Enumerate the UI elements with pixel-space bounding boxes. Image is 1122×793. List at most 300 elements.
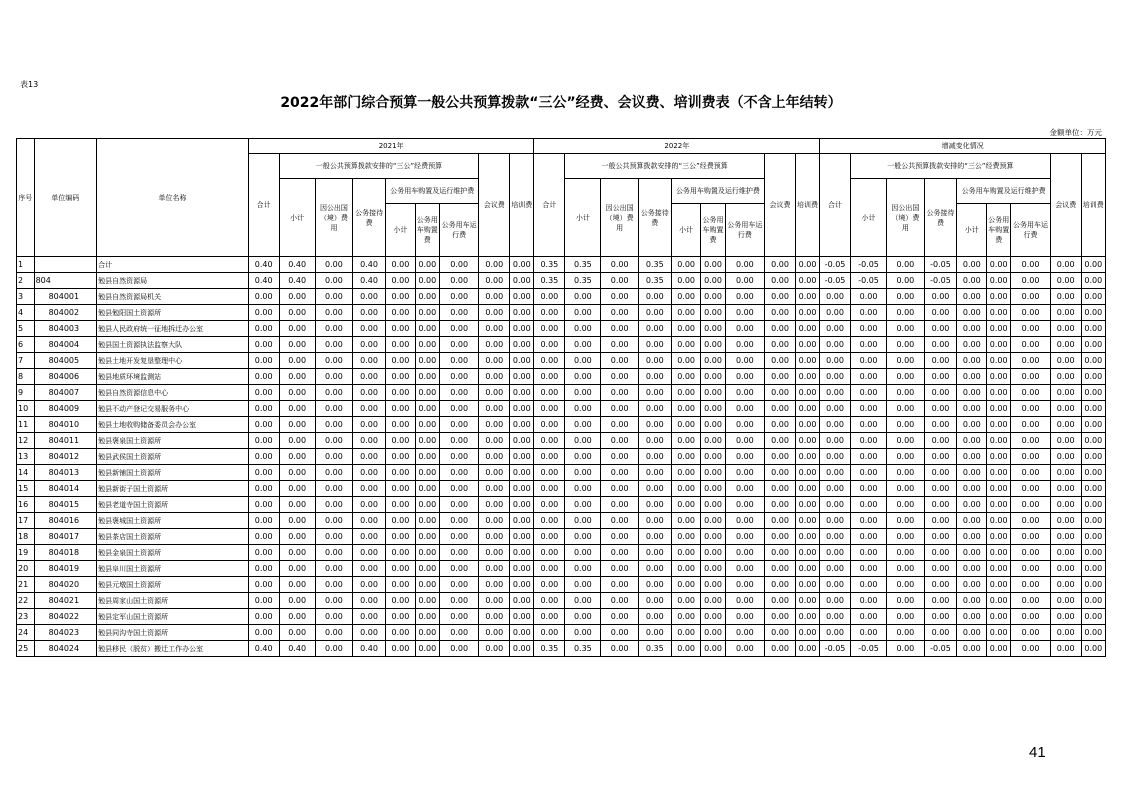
row-value-cell: 0.00 xyxy=(315,305,352,321)
row-value-cell: 0.00 xyxy=(701,529,725,545)
row-value-cell: 0.00 xyxy=(638,305,671,321)
row-value-cell: 0.00 xyxy=(1081,433,1105,449)
row-value-cell: 0.00 xyxy=(1050,417,1081,433)
row-value-cell: 0.00 xyxy=(601,353,638,369)
row-value-cell: 0.00 xyxy=(850,561,886,577)
table-row xyxy=(17,257,1106,273)
subtotal-header: 小计 xyxy=(279,179,315,257)
table-row xyxy=(17,497,1106,513)
row-value-cell: 0.00 xyxy=(248,289,279,305)
row-value-cell: 0.00 xyxy=(765,593,796,609)
row-value-cell: 0.00 xyxy=(534,385,565,401)
row-value-cell: 0.00 xyxy=(415,625,439,641)
row-value-cell: 0.00 xyxy=(1011,481,1051,497)
row-seq: 21 xyxy=(17,577,35,593)
row-value-cell: 0.00 xyxy=(534,561,565,577)
row-unit-code: 804007 xyxy=(34,385,97,401)
row-value-cell: 0.00 xyxy=(279,369,315,385)
row-unit-name: 勉县移民（脱贫）搬迁工作办公室 xyxy=(97,641,249,657)
row-value-cell: 0.00 xyxy=(315,465,352,481)
vehicle-header: 公务用车购置及运行维护费 xyxy=(671,179,764,204)
row-value-cell: 0.00 xyxy=(671,417,701,433)
row-value-cell: 0.00 xyxy=(479,417,510,433)
row-value-cell: 0.00 xyxy=(1050,449,1081,465)
row-value-cell: 0.00 xyxy=(510,481,534,497)
row-value-cell: 0.00 xyxy=(353,497,386,513)
row-seq: 11 xyxy=(17,417,35,433)
vehicle-subtotal-header: 小计 xyxy=(957,204,987,257)
row-value-cell: 0.00 xyxy=(820,385,851,401)
row-value-cell: 0.00 xyxy=(638,289,671,305)
row-value-cell: 0.00 xyxy=(765,321,796,337)
row-value-cell: 0.00 xyxy=(601,369,638,385)
row-value-cell: 0.00 xyxy=(725,321,765,337)
row-value-cell: 0.00 xyxy=(601,385,638,401)
row-unit-name: 勉县地质环境监测站 xyxy=(97,369,249,385)
row-value-cell: 0.00 xyxy=(638,561,671,577)
row-value-cell: 0.00 xyxy=(601,529,638,545)
row-value-cell: 0.00 xyxy=(279,289,315,305)
row-value-cell: 0.00 xyxy=(725,353,765,369)
row-value-cell: 0.00 xyxy=(887,273,924,289)
row-value-cell: 0.00 xyxy=(957,481,987,497)
row-value-cell: 0.00 xyxy=(924,289,957,305)
row-unit-name: 勉县元墩国土资源所 xyxy=(97,577,249,593)
row-value-cell: 0.00 xyxy=(820,449,851,465)
row-value-cell: 0.00 xyxy=(957,513,987,529)
row-unit-code: 804024 xyxy=(34,641,97,657)
row-value-cell: 0.00 xyxy=(957,561,987,577)
row-value-cell: 0.00 xyxy=(510,609,534,625)
row-unit-code: 804006 xyxy=(34,369,97,385)
row-value-cell: 0.00 xyxy=(353,625,386,641)
row-value-cell: 0.00 xyxy=(1081,497,1105,513)
row-value-cell: 0.00 xyxy=(1050,577,1081,593)
row-value-cell: 0.00 xyxy=(638,593,671,609)
row-value-cell: 0.00 xyxy=(510,401,534,417)
row-value-cell: 0.00 xyxy=(1011,625,1051,641)
row-value-cell: 0.00 xyxy=(725,497,765,513)
row-value-cell: 0.00 xyxy=(638,465,671,481)
row-value-cell: 0.00 xyxy=(1050,497,1081,513)
row-value-cell: 0.00 xyxy=(386,449,416,465)
row-value-cell: 0.00 xyxy=(439,305,479,321)
row-value-cell: 0.00 xyxy=(671,641,701,657)
row-value-cell: 0.00 xyxy=(386,257,416,273)
row-value-cell: 0.00 xyxy=(924,449,957,465)
row-unit-name: 勉县茶店国土资源所 xyxy=(97,529,249,545)
row-value-cell: 0.00 xyxy=(439,289,479,305)
row-value-cell: 0.00 xyxy=(315,529,352,545)
row-value-cell: 0.00 xyxy=(601,609,638,625)
row-value-cell: 0.00 xyxy=(248,401,279,417)
row-unit-name: 勉县褒城国土资源所 xyxy=(97,513,249,529)
row-value-cell: 0.00 xyxy=(638,481,671,497)
row-value-cell: 0.00 xyxy=(439,433,479,449)
row-value-cell: 0.00 xyxy=(924,369,957,385)
row-value-cell: 0.00 xyxy=(957,545,987,561)
row-value-cell: 0.00 xyxy=(924,353,957,369)
row-value-cell: 0.00 xyxy=(671,369,701,385)
row-value-cell: 0.00 xyxy=(439,353,479,369)
row-value-cell: 0.00 xyxy=(1081,417,1105,433)
row-seq: 13 xyxy=(17,449,35,465)
row-value-cell: 0.00 xyxy=(725,449,765,465)
row-value-cell: 0.00 xyxy=(439,385,479,401)
row-value-cell: 0.00 xyxy=(415,577,439,593)
row-value-cell: 0.00 xyxy=(386,513,416,529)
table-row xyxy=(17,321,1106,337)
row-value-cell: 0.00 xyxy=(820,465,851,481)
row-value-cell: 0.00 xyxy=(479,577,510,593)
row-unit-name: 勉县国土资源执法监察大队 xyxy=(97,337,249,353)
row-value-cell: 0.00 xyxy=(795,289,819,305)
row-value-cell: 0.00 xyxy=(386,321,416,337)
row-seq: 24 xyxy=(17,625,35,641)
row-value-cell: 0.00 xyxy=(510,545,534,561)
row-value-cell: 0.00 xyxy=(415,529,439,545)
row-value-cell: 0.00 xyxy=(565,529,601,545)
row-value-cell: 0.00 xyxy=(1081,449,1105,465)
row-value-cell: 0.00 xyxy=(479,433,510,449)
row-value-cell: 0.00 xyxy=(353,289,386,305)
row-value-cell: 0.00 xyxy=(924,337,957,353)
row-unit-code: 804020 xyxy=(34,577,97,593)
row-value-cell: 0.00 xyxy=(601,545,638,561)
row-unit-name: 勉县不动产登记交易服务中心 xyxy=(97,401,249,417)
row-value-cell: 0.40 xyxy=(353,273,386,289)
row-value-cell: 0.00 xyxy=(315,353,352,369)
row-unit-name: 勉县新街子国土资源所 xyxy=(97,481,249,497)
row-value-cell: 0.00 xyxy=(924,625,957,641)
row-value-cell: 0.00 xyxy=(924,593,957,609)
meeting-header: 会议费 xyxy=(1050,154,1081,257)
row-unit-code: 804009 xyxy=(34,401,97,417)
row-value-cell: 0.00 xyxy=(601,465,638,481)
row-value-cell: 0.00 xyxy=(510,369,534,385)
row-value-cell: 0.00 xyxy=(957,497,987,513)
row-value-cell: 0.00 xyxy=(315,369,352,385)
row-value-cell: 0.00 xyxy=(887,625,924,641)
row-value-cell: 0.00 xyxy=(439,369,479,385)
row-value-cell: 0.00 xyxy=(957,433,987,449)
row-value-cell: 0.00 xyxy=(1081,353,1105,369)
row-value-cell: 0.00 xyxy=(1050,337,1081,353)
row-value-cell: 0.00 xyxy=(1081,305,1105,321)
row-value-cell: 0.00 xyxy=(701,513,725,529)
row-value-cell: 0.00 xyxy=(924,465,957,481)
row-value-cell: 0.00 xyxy=(795,369,819,385)
row-value-cell: 0.00 xyxy=(638,545,671,561)
row-value-cell: 0.00 xyxy=(850,289,886,305)
row-value-cell: 0.00 xyxy=(638,417,671,433)
row-value-cell: 0.00 xyxy=(987,625,1011,641)
row-value-cell: 0.00 xyxy=(957,385,987,401)
row-value-cell: 0.00 xyxy=(887,305,924,321)
row-value-cell: 0.00 xyxy=(315,385,352,401)
row-value-cell: 0.00 xyxy=(479,369,510,385)
sangong-header: 一般公共预算拨款安排的“三公”经费预算 xyxy=(565,154,765,179)
table-row xyxy=(17,305,1106,321)
row-value-cell: 0.00 xyxy=(957,305,987,321)
vehicle-purchase-header: 公务用车购置费 xyxy=(701,204,725,257)
row-value-cell: 0.00 xyxy=(671,497,701,513)
row-value-cell: 0.00 xyxy=(638,497,671,513)
row-value-cell: 0.00 xyxy=(638,385,671,401)
row-value-cell: 0.00 xyxy=(924,529,957,545)
row-value-cell: 0.00 xyxy=(565,561,601,577)
row-value-cell: 0.00 xyxy=(957,417,987,433)
row-value-cell: 0.00 xyxy=(671,625,701,641)
row-seq: 10 xyxy=(17,401,35,417)
row-value-cell: 0.00 xyxy=(534,417,565,433)
total-header: 合计 xyxy=(248,154,279,257)
training-header: 培训费 xyxy=(510,154,534,257)
row-value-cell: 0.00 xyxy=(601,257,638,273)
row-value-cell: 0.00 xyxy=(1081,545,1105,561)
row-value-cell: 0.00 xyxy=(534,577,565,593)
row-value-cell: 0.40 xyxy=(248,273,279,289)
row-value-cell: 0.00 xyxy=(510,305,534,321)
row-value-cell: 0.00 xyxy=(353,417,386,433)
row-value-cell: 0.00 xyxy=(479,609,510,625)
row-value-cell: 0.00 xyxy=(987,561,1011,577)
row-value-cell: 0.00 xyxy=(1081,481,1105,497)
row-value-cell: 0.00 xyxy=(638,529,671,545)
row-value-cell: 0.00 xyxy=(279,529,315,545)
row-value-cell: 0.00 xyxy=(601,305,638,321)
row-value-cell: 0.00 xyxy=(1050,353,1081,369)
row-unit-code: 804004 xyxy=(34,337,97,353)
row-value-cell: 0.00 xyxy=(795,593,819,609)
row-value-cell: 0.00 xyxy=(439,609,479,625)
row-value-cell: 0.00 xyxy=(671,577,701,593)
row-value-cell: 0.00 xyxy=(765,305,796,321)
row-value-cell: 0.00 xyxy=(957,321,987,337)
row-value-cell: 0.00 xyxy=(725,401,765,417)
row-value-cell: 0.00 xyxy=(957,337,987,353)
row-value-cell: 0.00 xyxy=(987,417,1011,433)
row-value-cell: 0.00 xyxy=(1050,593,1081,609)
row-value-cell: 0.00 xyxy=(638,433,671,449)
row-value-cell: 0.00 xyxy=(353,321,386,337)
row-value-cell: 0.00 xyxy=(510,641,534,657)
row-value-cell: 0.00 xyxy=(534,353,565,369)
row-value-cell: 0.00 xyxy=(957,465,987,481)
row-value-cell: 0.00 xyxy=(279,417,315,433)
row-value-cell: 0.00 xyxy=(887,337,924,353)
row-value-cell: 0.00 xyxy=(924,385,957,401)
table-row xyxy=(17,449,1106,465)
row-value-cell: 0.00 xyxy=(820,353,851,369)
row-value-cell: 0.00 xyxy=(510,625,534,641)
row-value-cell: 0.00 xyxy=(987,449,1011,465)
row-value-cell: 0.00 xyxy=(887,609,924,625)
row-value-cell: 0.00 xyxy=(671,545,701,561)
row-seq: 23 xyxy=(17,609,35,625)
row-value-cell: 0.00 xyxy=(987,385,1011,401)
reception-header: 公务接待费 xyxy=(353,179,386,257)
row-value-cell: 0.00 xyxy=(510,577,534,593)
row-value-cell: 0.00 xyxy=(638,321,671,337)
group-header: 2022年 xyxy=(534,139,820,154)
row-value-cell: 0.00 xyxy=(1011,369,1051,385)
row-value-cell: 0.00 xyxy=(1050,545,1081,561)
row-value-cell: 0.00 xyxy=(795,257,819,273)
row-value-cell: 0.00 xyxy=(850,593,886,609)
row-value-cell: 0.00 xyxy=(725,625,765,641)
row-value-cell: 0.00 xyxy=(850,433,886,449)
row-value-cell: 0.00 xyxy=(924,609,957,625)
row-seq: 25 xyxy=(17,641,35,657)
row-value-cell: 0.00 xyxy=(1011,257,1051,273)
row-value-cell: 0.35 xyxy=(565,273,601,289)
row-value-cell: 0.00 xyxy=(510,257,534,273)
row-value-cell: 0.00 xyxy=(924,305,957,321)
row-value-cell: 0.00 xyxy=(765,561,796,577)
row-value-cell: 0.00 xyxy=(279,465,315,481)
row-value-cell: 0.00 xyxy=(601,433,638,449)
row-value-cell: 0.00 xyxy=(850,577,886,593)
row-value-cell: 0.00 xyxy=(765,577,796,593)
row-value-cell: 0.00 xyxy=(479,321,510,337)
row-value-cell: -0.05 xyxy=(924,257,957,273)
row-value-cell: 0.00 xyxy=(820,497,851,513)
row-unit-code: 804013 xyxy=(34,465,97,481)
row-value-cell: 0.00 xyxy=(795,577,819,593)
row-value-cell: 0.00 xyxy=(386,641,416,657)
row-value-cell: 0.00 xyxy=(601,513,638,529)
row-seq: 14 xyxy=(17,465,35,481)
row-value-cell: 0.00 xyxy=(887,385,924,401)
row-value-cell: 0.00 xyxy=(353,609,386,625)
row-value-cell: 0.00 xyxy=(850,337,886,353)
row-value-cell: 0.00 xyxy=(795,417,819,433)
row-unit-code: 804022 xyxy=(34,609,97,625)
row-value-cell: -0.05 xyxy=(850,641,886,657)
row-value-cell: 0.00 xyxy=(887,417,924,433)
row-value-cell: 0.00 xyxy=(510,497,534,513)
group-header: 增减变化情况 xyxy=(820,139,1106,154)
row-value-cell: 0.00 xyxy=(638,401,671,417)
row-value-cell: 0.00 xyxy=(601,593,638,609)
row-value-cell: 0.00 xyxy=(279,401,315,417)
row-value-cell: 0.00 xyxy=(887,369,924,385)
row-value-cell: 0.00 xyxy=(1011,417,1051,433)
row-value-cell: 0.00 xyxy=(248,545,279,561)
row-value-cell: 0.00 xyxy=(534,401,565,417)
row-value-cell: 0.00 xyxy=(415,433,439,449)
row-value-cell: 0.00 xyxy=(957,529,987,545)
row-value-cell: 0.00 xyxy=(987,401,1011,417)
row-value-cell: 0.00 xyxy=(924,321,957,337)
row-value-cell: 0.00 xyxy=(386,465,416,481)
row-value-cell: 0.00 xyxy=(957,609,987,625)
row-value-cell: 0.00 xyxy=(820,337,851,353)
row-value-cell: 0.00 xyxy=(1081,465,1105,481)
row-value-cell: 0.00 xyxy=(479,273,510,289)
row-value-cell: 0.00 xyxy=(957,273,987,289)
row-value-cell: 0.35 xyxy=(638,273,671,289)
row-seq: 2 xyxy=(17,273,35,289)
row-value-cell: 0.00 xyxy=(671,305,701,321)
row-value-cell: 0.00 xyxy=(1081,625,1105,641)
row-value-cell: 0.00 xyxy=(601,417,638,433)
row-value-cell: 0.00 xyxy=(1050,625,1081,641)
table-row xyxy=(17,609,1106,625)
row-value-cell: 0.00 xyxy=(701,417,725,433)
row-value-cell: 0.00 xyxy=(850,449,886,465)
row-value-cell: 0.00 xyxy=(534,513,565,529)
row-value-cell: 0.00 xyxy=(820,289,851,305)
row-value-cell: 0.00 xyxy=(353,561,386,577)
row-value-cell: 0.00 xyxy=(850,305,886,321)
row-value-cell: 0.35 xyxy=(565,641,601,657)
row-value-cell: 0.00 xyxy=(850,369,886,385)
row-value-cell: 0.00 xyxy=(248,465,279,481)
row-value-cell: 0.00 xyxy=(1011,545,1051,561)
vehicle-subtotal-header: 小计 xyxy=(386,204,416,257)
row-value-cell: 0.00 xyxy=(510,529,534,545)
row-value-cell: 0.00 xyxy=(386,417,416,433)
row-value-cell: 0.00 xyxy=(565,497,601,513)
row-value-cell: 0.00 xyxy=(1011,353,1051,369)
row-value-cell: 0.00 xyxy=(534,337,565,353)
row-value-cell: 0.00 xyxy=(510,337,534,353)
row-seq: 4 xyxy=(17,305,35,321)
row-seq: 18 xyxy=(17,529,35,545)
row-value-cell: 0.00 xyxy=(924,577,957,593)
row-value-cell: 0.00 xyxy=(1081,401,1105,417)
row-value-cell: 0.00 xyxy=(701,305,725,321)
row-value-cell: 0.00 xyxy=(439,513,479,529)
row-value-cell: 0.00 xyxy=(795,561,819,577)
row-value-cell: 0.00 xyxy=(315,593,352,609)
row-value-cell: 0.00 xyxy=(795,609,819,625)
row-value-cell: 0.00 xyxy=(725,369,765,385)
row-unit-name: 勉县阜川国土资源所 xyxy=(97,561,249,577)
row-value-cell: 0.00 xyxy=(510,353,534,369)
row-value-cell: 0.00 xyxy=(887,577,924,593)
row-value-cell: 0.00 xyxy=(353,305,386,321)
row-value-cell: 0.00 xyxy=(850,321,886,337)
row-value-cell: 0.00 xyxy=(1011,513,1051,529)
row-value-cell: 0.00 xyxy=(701,353,725,369)
row-value-cell: 0.00 xyxy=(479,305,510,321)
row-unit-name: 勉县褒泉国土资源所 xyxy=(97,433,249,449)
row-value-cell: 0.00 xyxy=(850,497,886,513)
row-value-cell: 0.00 xyxy=(1050,289,1081,305)
row-value-cell: 0.00 xyxy=(887,289,924,305)
row-value-cell: 0.00 xyxy=(1011,641,1051,657)
row-value-cell: 0.00 xyxy=(565,625,601,641)
row-value-cell: 0.00 xyxy=(850,529,886,545)
row-value-cell: 0.00 xyxy=(1011,561,1051,577)
row-unit-code: 804023 xyxy=(34,625,97,641)
row-value-cell: 0.00 xyxy=(315,433,352,449)
row-value-cell: 0.00 xyxy=(887,257,924,273)
row-value-cell: 0.00 xyxy=(315,561,352,577)
row-value-cell: 0.00 xyxy=(795,321,819,337)
sangong-header: 一般公共预算拨款安排的“三公”经费预算 xyxy=(850,154,1050,179)
row-value-cell: 0.00 xyxy=(1050,529,1081,545)
row-unit-name: 勉县定军山国土资源所 xyxy=(97,609,249,625)
row-value-cell: 0.00 xyxy=(820,625,851,641)
row-value-cell: 0.00 xyxy=(279,385,315,401)
row-value-cell: 0.00 xyxy=(725,385,765,401)
training-header: 培训费 xyxy=(795,154,819,257)
row-value-cell: 0.00 xyxy=(565,289,601,305)
